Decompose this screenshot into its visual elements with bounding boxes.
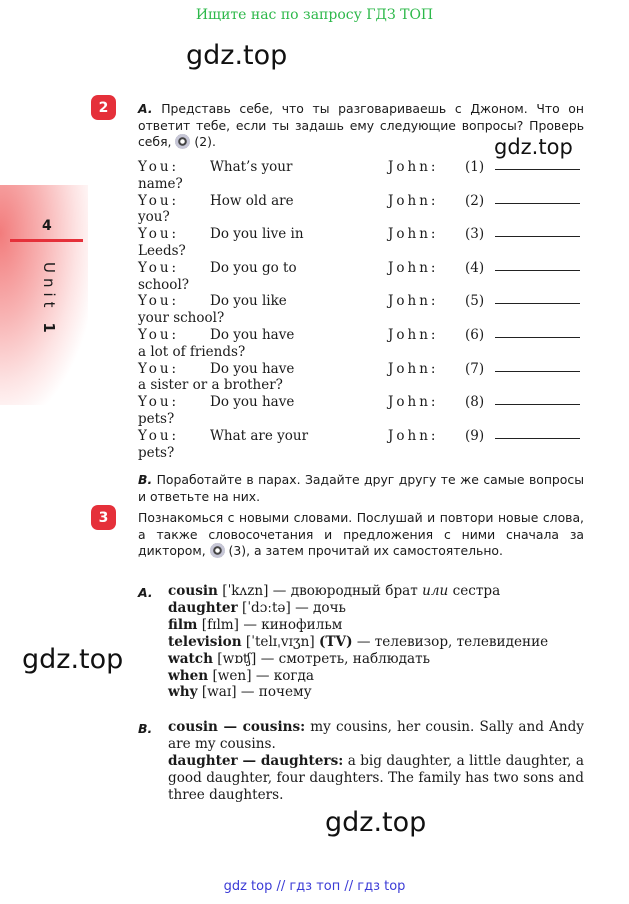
vocab-entry <box>168 634 584 651</box>
answer-number: (5) <box>465 293 485 310</box>
side-divider <box>10 239 83 242</box>
vocab-definition: — смотреть, наблюдать <box>260 650 431 667</box>
vocab-transcription: [ˈtelɪˌvɪʒn] <box>245 633 315 650</box>
exercise-number-badge: 2 <box>91 95 116 120</box>
dialogue-row <box>138 327 588 361</box>
unit-number: 1 <box>40 322 58 338</box>
speaker-you: You: <box>138 360 180 377</box>
section-a-letter: A. <box>138 585 153 600</box>
example-text: a big daughter, a little daughter, a good daughter, four daughters. The family has two sons and three daughters. <box>168 752 584 803</box>
vocab-transcription: [wen] <box>212 667 252 684</box>
vocab-definition: — почему <box>240 684 312 701</box>
speaker-john: John: <box>388 427 439 444</box>
vocab-entry <box>168 684 584 701</box>
vocab-word: why <box>168 684 198 701</box>
vocab-definition: — когда <box>255 667 315 684</box>
answer-number: (9) <box>465 427 485 444</box>
question-line-1: Do you have <box>210 360 295 377</box>
watermark: gdz.top <box>186 40 288 71</box>
answer-blank[interactable] <box>495 370 580 372</box>
speaker-john: John: <box>388 394 439 411</box>
exercise-number-badge: 3 <box>91 505 116 530</box>
example-head: daughter — daughters: <box>168 752 344 769</box>
vocab-entry <box>168 583 584 600</box>
section-b-letter: B. <box>138 721 153 736</box>
question-line-2: pets? <box>138 444 175 461</box>
vocab-word: cousin <box>168 583 218 599</box>
question-line-1: Do you go to <box>210 259 297 276</box>
vocab-word: daughter <box>168 599 238 616</box>
example-text: my cousins, her cousin. Sally and Andy are my cousins. <box>168 719 584 752</box>
vocab-transcription: [waɪ] <box>201 684 237 701</box>
speaker-you: You: <box>138 259 180 276</box>
answer-number: (2) <box>465 192 485 209</box>
dialogue-row <box>138 159 588 193</box>
footer-links[interactable]: gdz top // гдз топ // гдз top <box>223 879 406 894</box>
question-line-2: you? <box>138 209 170 226</box>
speaker-john: John: <box>388 226 439 243</box>
question-line-1: Do you live in <box>210 226 304 243</box>
dialogue-row <box>138 361 588 395</box>
vocab-entry <box>168 600 584 617</box>
answer-number: (1) <box>465 159 485 175</box>
audio-disc-icon[interactable] <box>210 543 225 558</box>
speaker-john: John: <box>388 259 439 276</box>
exercise-3-instruction <box>138 510 584 560</box>
answer-number: (3) <box>465 226 485 243</box>
question-line-1: What’s your <box>210 159 293 175</box>
vocab-transcription: [ˈkʌzn] <box>222 583 269 599</box>
vocab-abbrev: (TV) <box>318 633 353 650</box>
answer-blank[interactable] <box>495 168 580 170</box>
unit-word: Unit <box>40 262 58 313</box>
answer-blank[interactable] <box>495 235 580 237</box>
answer-number: (6) <box>465 326 485 343</box>
vocab-entry <box>168 651 584 668</box>
question-line-2: your school? <box>138 310 225 327</box>
dialogue-row <box>138 293 588 327</box>
question-line-1: Do you have <box>210 326 295 343</box>
instruction-text: Представь себе, что ты разговариваешь с Джоном. Что он ответит тебе, если ты задашь ему следующие вопросы? Проверь себя, <box>138 101 584 149</box>
vocab-entry <box>168 617 584 634</box>
vocab-transcription: [fɪlm] <box>201 616 239 633</box>
question-line-2: a lot of friends? <box>138 343 246 360</box>
question-line-2: name? <box>138 175 183 192</box>
vocab-definition: — двоюродный брат <box>272 583 423 599</box>
answer-blank[interactable] <box>495 437 580 439</box>
answer-blank[interactable] <box>495 403 580 405</box>
speaker-john: John: <box>388 326 439 343</box>
speaker-you: You: <box>138 326 180 343</box>
unit-label <box>40 262 58 338</box>
watermark: gdz.top <box>325 807 427 838</box>
exercise-2-instruction <box>138 101 584 151</box>
speaker-john: John: <box>388 159 439 175</box>
speaker-john: John: <box>388 293 439 310</box>
audio-disc-icon[interactable] <box>175 134 190 149</box>
part-b-text: Поработайте в парах. Задайте друг другу те же самые вопросы и ответьте на них. <box>138 472 584 504</box>
answer-blank[interactable] <box>495 202 580 204</box>
vocab-transcription: [wɒʧ] <box>217 650 257 667</box>
speaker-you: You: <box>138 226 180 243</box>
question-line-2: pets? <box>138 410 175 427</box>
question-line-2: school? <box>138 276 189 293</box>
examples-list <box>168 719 584 804</box>
question-line-2: Leeds? <box>138 242 186 259</box>
dialogue-row <box>138 394 588 428</box>
answer-number: (7) <box>465 360 485 377</box>
question-line-1: Do you like <box>210 293 287 310</box>
speaker-you: You: <box>138 394 180 411</box>
dialogue-list <box>138 159 588 461</box>
answer-blank[interactable] <box>495 302 580 304</box>
vocab-word: television <box>168 633 242 650</box>
dialogue-row <box>138 260 588 294</box>
speaker-you: You: <box>138 427 180 444</box>
instruction-text: Познакомься с новыми словами. Послушай и повтори новые слова, а также словосочетания и предложения с ними сначала за диктором, <box>138 510 584 558</box>
question-line-1: What are your <box>210 427 309 444</box>
answer-blank[interactable] <box>495 269 580 271</box>
part-a-letter: A. <box>138 101 153 116</box>
watermark: gdz.top <box>494 135 573 159</box>
speaker-john: John: <box>388 192 439 209</box>
vocab-definition-end: сестра <box>448 583 501 599</box>
answer-number: (8) <box>465 394 485 411</box>
question-line-1: How old are <box>210 192 294 209</box>
speaker-you: You: <box>138 159 180 175</box>
answer-blank[interactable] <box>495 336 580 338</box>
answer-number: (4) <box>465 259 485 276</box>
vocab-transcription: [ˈdɔːtə] <box>242 599 291 616</box>
vocab-definition: — дочь <box>295 599 346 616</box>
vocab-definition: — телевизор, телевидение <box>356 633 549 650</box>
question-line-2: a sister or a brother? <box>138 377 283 394</box>
search-banner[interactable]: Ищите нас по запросу ГДЗ ТОП <box>195 7 434 23</box>
vocab-conjunction: или <box>422 583 449 599</box>
example-paragraph <box>168 719 584 753</box>
speaker-you: You: <box>138 192 180 209</box>
dialogue-row <box>138 193 588 227</box>
vocab-word: when <box>168 667 209 684</box>
speaker-you: You: <box>138 293 180 310</box>
watermark: gdz.top <box>22 644 124 675</box>
vocab-word: film <box>168 616 198 633</box>
dialogue-row <box>138 428 588 462</box>
part-b-letter: B. <box>138 472 153 487</box>
vocab-entry <box>168 668 584 685</box>
vocabulary-list <box>168 583 584 701</box>
example-paragraph <box>168 753 584 804</box>
vocab-word: watch <box>168 650 213 667</box>
exercise-2-part-b <box>138 472 584 505</box>
question-line-1: Do you have <box>210 394 295 411</box>
dialogue-row <box>138 226 588 260</box>
example-head: cousin — cousins: <box>168 719 306 735</box>
track-number: (2). <box>194 134 216 149</box>
vocab-definition: — кинофильм <box>243 616 343 633</box>
speaker-john: John: <box>388 360 439 377</box>
instruction-text-end: (3), а затем прочитай их самостоятельно. <box>228 543 503 558</box>
page-number: 4 <box>42 218 52 234</box>
